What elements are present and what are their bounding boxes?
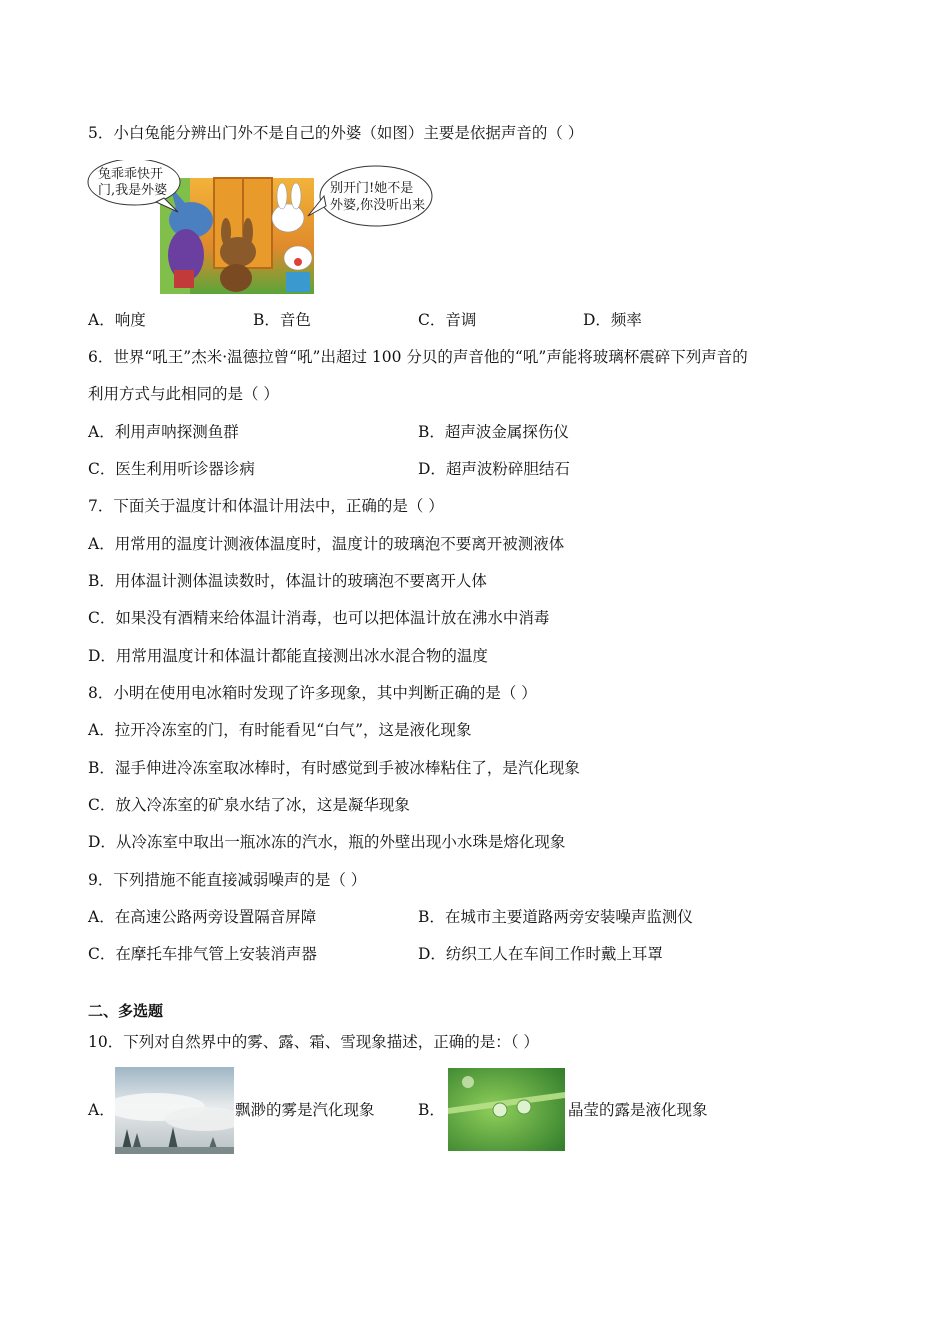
q8-option-a: A．拉开冷冻室的门，有时能看见“白气”，这是液化现象 xyxy=(88,721,472,739)
q10-stem: 10．下列对自然界中的雾、露、霜、雪现象描述，正确的是：（ ） xyxy=(88,1033,539,1051)
q6-stem-line1: 6．世界“吼王”杰米·温德拉曾“吼”出超过 100 分贝的声音他的“吼”声能将玻璃杯震碎下列声音的 xyxy=(88,348,748,366)
q7-option-c: C．如果没有酒精来给体温计消毒，也可以把体温计放在沸水中消毒 xyxy=(88,609,550,627)
q10-option-b-letter: B． xyxy=(418,1101,445,1119)
q6-option-b: B．超声波金属探伤仪 xyxy=(418,423,569,441)
q7-option-a: A．用常用的温度计测液体温度时，温度计的玻璃泡不要离开被测液体 xyxy=(88,535,565,553)
q8-stem: 8．小明在使用电冰箱时发现了许多现象，其中判断正确的是（ ） xyxy=(88,684,537,702)
q7-option-d: D．用常用温度计和体温计都能直接测出冰水混合物的温度 xyxy=(88,647,488,665)
dew-image xyxy=(448,1068,565,1151)
q5-stem: 5．小白兔能分辨出门外不是自己的外婆（如图）主要是依据声音的（ ） xyxy=(88,124,584,142)
q6-option-d: D．超声波粉碎胆结石 xyxy=(418,460,570,478)
bubble-right-line2: 外婆,你没听出来 xyxy=(330,198,426,213)
fog-image xyxy=(115,1067,234,1154)
q5-option-d: D．频率 xyxy=(583,311,642,329)
q5-figure xyxy=(86,160,436,296)
q8-option-d: D．从冷冻室中取出一瓶冰冻的汽水，瓶的外壁出现小水珠是熔化现象 xyxy=(88,833,566,851)
section-title: 二、多选题 xyxy=(88,1002,164,1020)
q8-option-b: B．湿手伸进冷冻室取冰棒时，有时感觉到手被冰棒粘住了，是汽化现象 xyxy=(88,759,580,777)
q6-option-c: C．医生利用听诊器诊病 xyxy=(88,460,255,478)
q7-stem: 7．下面关于温度计和体温计用法中，正确的是（ ） xyxy=(88,497,444,515)
q9-option-d: D．纺织工人在车间工作时戴上耳罩 xyxy=(418,945,663,963)
q9-option-a: A．在高速公路两旁设置隔音屏障 xyxy=(88,908,317,926)
q5-option-a: A．响度 xyxy=(88,311,146,329)
bubble-left-line2: 门,我是外婆 xyxy=(98,183,168,198)
q10-option-a-letter: A． xyxy=(88,1101,115,1119)
bubble-right-line1: 别开门!她不是 xyxy=(330,181,414,196)
q6-option-a: A．利用声呐探测鱼群 xyxy=(88,423,239,441)
q5-option-c: C．音调 xyxy=(418,311,477,329)
q6-stem-line2: 利用方式与此相同的是（ ） xyxy=(88,385,279,403)
q10-option-a-text: 飘渺的雾是汽化现象 xyxy=(235,1101,375,1119)
q8-option-c: C．放入冷冻室的矿泉水结了冰，这是凝华现象 xyxy=(88,796,410,814)
q9-option-b: B．在城市主要道路两旁安装噪声监测仪 xyxy=(418,908,693,926)
q9-stem: 9．下列措施不能直接减弱噪声的是（ ） xyxy=(88,871,367,889)
q7-option-b: B．用体温计测体温读数时，体温计的玻璃泡不要离开人体 xyxy=(88,572,487,590)
q10-option-b-text: 晶莹的露是液化现象 xyxy=(568,1101,708,1119)
q5-option-b: B．音色 xyxy=(253,311,311,329)
q9-option-c: C．在摩托车排气管上安装消声器 xyxy=(88,945,317,963)
bubble-left-line1: 兔乖乖快开 xyxy=(98,167,164,182)
